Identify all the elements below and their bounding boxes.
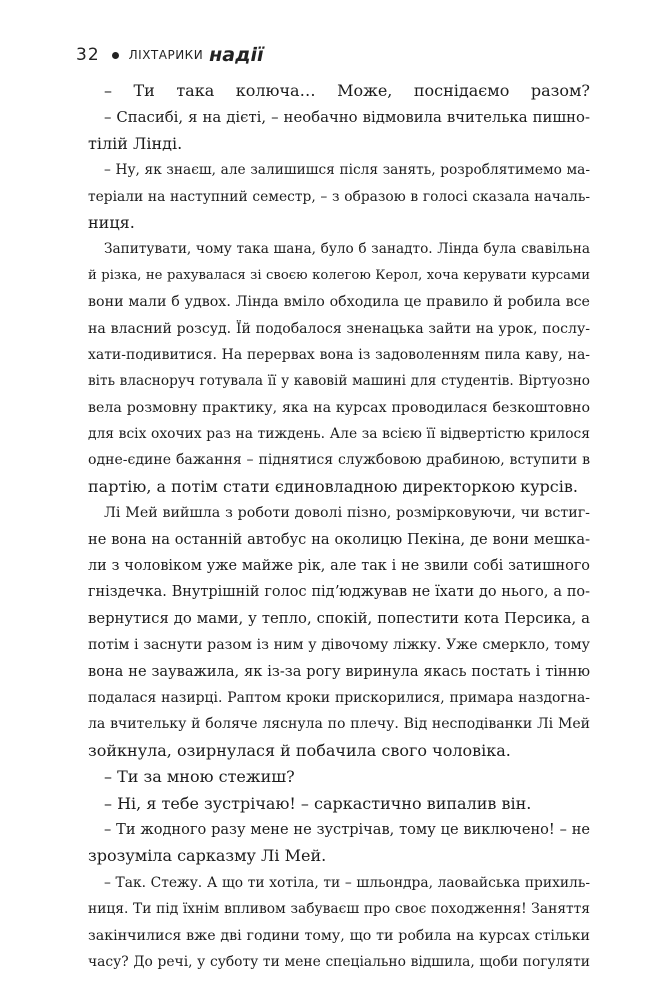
text-line: ла вчительку й боляче ляснула по плечу. Від несподіванки Лі Мей <box>88 716 590 733</box>
text-line: потім і заснути разом із ним у дівочому ліжку. Уже смеркло, тому <box>88 637 590 654</box>
text-line: – Ну, як знаєш, але залишишся після занять, розроблятимемо ма- <box>104 162 590 179</box>
text-line: ли з чоловіком уже майже рік, але так і не звили собі затишного <box>88 558 590 575</box>
text-line: гніздечка. Внутрішній голос підʼюджував не їхати до нього, а по- <box>88 584 590 601</box>
text-line: вона не зауважила, як із-за рогу виринула якась постать і тінню <box>88 662 590 680</box>
text-line: – Спасибі, я на дієті, – необачно відмовила вчителька пишно- <box>104 108 590 127</box>
running-header <box>76 40 264 70</box>
text-line: теріали на наступний семестр, – з образою в голосі сказала началь- <box>88 188 590 205</box>
page-body-text <box>88 78 590 975</box>
bullet-dot-icon <box>112 52 119 59</box>
text-line: вела розмовну практику, яка на курсах проводилася безкоштовно <box>88 399 590 416</box>
text-line: не вона на останній автобус на околицю Пекіна, де вони мешка- <box>88 530 590 548</box>
text-line: подалася назирці. Раптом кроки прискорилися, примара наздогна- <box>88 689 590 706</box>
text-line: й різка, не рахувалася зі своєю колегою Керол, хоча керувати курсами <box>88 267 590 283</box>
text-line: вернутися до мами, у тепло, спокій, попестити кота Персика, а <box>88 609 590 627</box>
text-line: віть власноруч готувала її у кавовій машині для студентів. Віртуозно <box>88 373 590 390</box>
text-line: зрозуміла сарказму Лі Мей. <box>88 846 327 866</box>
text-line: – Ти жодного разу мене не зустрічав, тому це виключено! – не <box>104 821 590 838</box>
text-line: – Так. Стежу. А що ти хотіла, ти – шльондра, лаовайська прихиль- <box>104 874 590 891</box>
text-line: ниця. <box>88 212 135 232</box>
text-line: – Ти така колюча… Може, поснідаємо разом? <box>104 81 590 100</box>
series-title-script: надії <box>209 44 264 66</box>
text-line: на власний розсуд. Їй подобалося зненацька зайти на урок, послу- <box>88 320 590 337</box>
text-line: Лі Мей вийшла з роботи доволі пізно, розмірковуючи, чи встиг- <box>104 505 590 522</box>
text-line: – Ти за мною стежиш? <box>104 767 295 787</box>
text-line: – Ні, я тебе зустрічаю! – саркастично випалив він. <box>104 793 532 813</box>
text-line: ниця. Ти під їхнім впливом забуваєш про своє походження! Заняття <box>88 901 590 918</box>
text-line: вони мали б удвох. Лінда вміло обходила це правило й робила все <box>88 294 590 311</box>
text-line: одне-єдине бажання – піднятися службовою драбиною, вступити в <box>88 452 590 469</box>
page-number: 32 <box>76 45 100 65</box>
text-line: тілій Лінді. <box>88 133 183 153</box>
text-line: часу? До речі, у суботу ти мене спеціально відшила, щоби погуляти <box>88 953 590 970</box>
text-line: для всіх охочих раз на тиждень. Але за всією її відвертістю крилося <box>88 426 590 443</box>
text-line: закінчилися вже дві години тому, що ти робила на курсах стільки <box>88 927 590 944</box>
text-line: хати-подивитися. На перервах вона із задоволенням пила каву, на- <box>88 346 590 363</box>
text-line: партію, а потім стати єдиновладною директоркою курсів. <box>88 476 578 496</box>
text-line: зойкнула, озирнулася й побачила свого чоловіка. <box>88 740 511 760</box>
text-line: Запитувати, чому така шана, було б занадто. Лінда була свавільна <box>104 241 590 258</box>
series-title: ЛІХТАРИКИ <box>128 48 204 62</box>
